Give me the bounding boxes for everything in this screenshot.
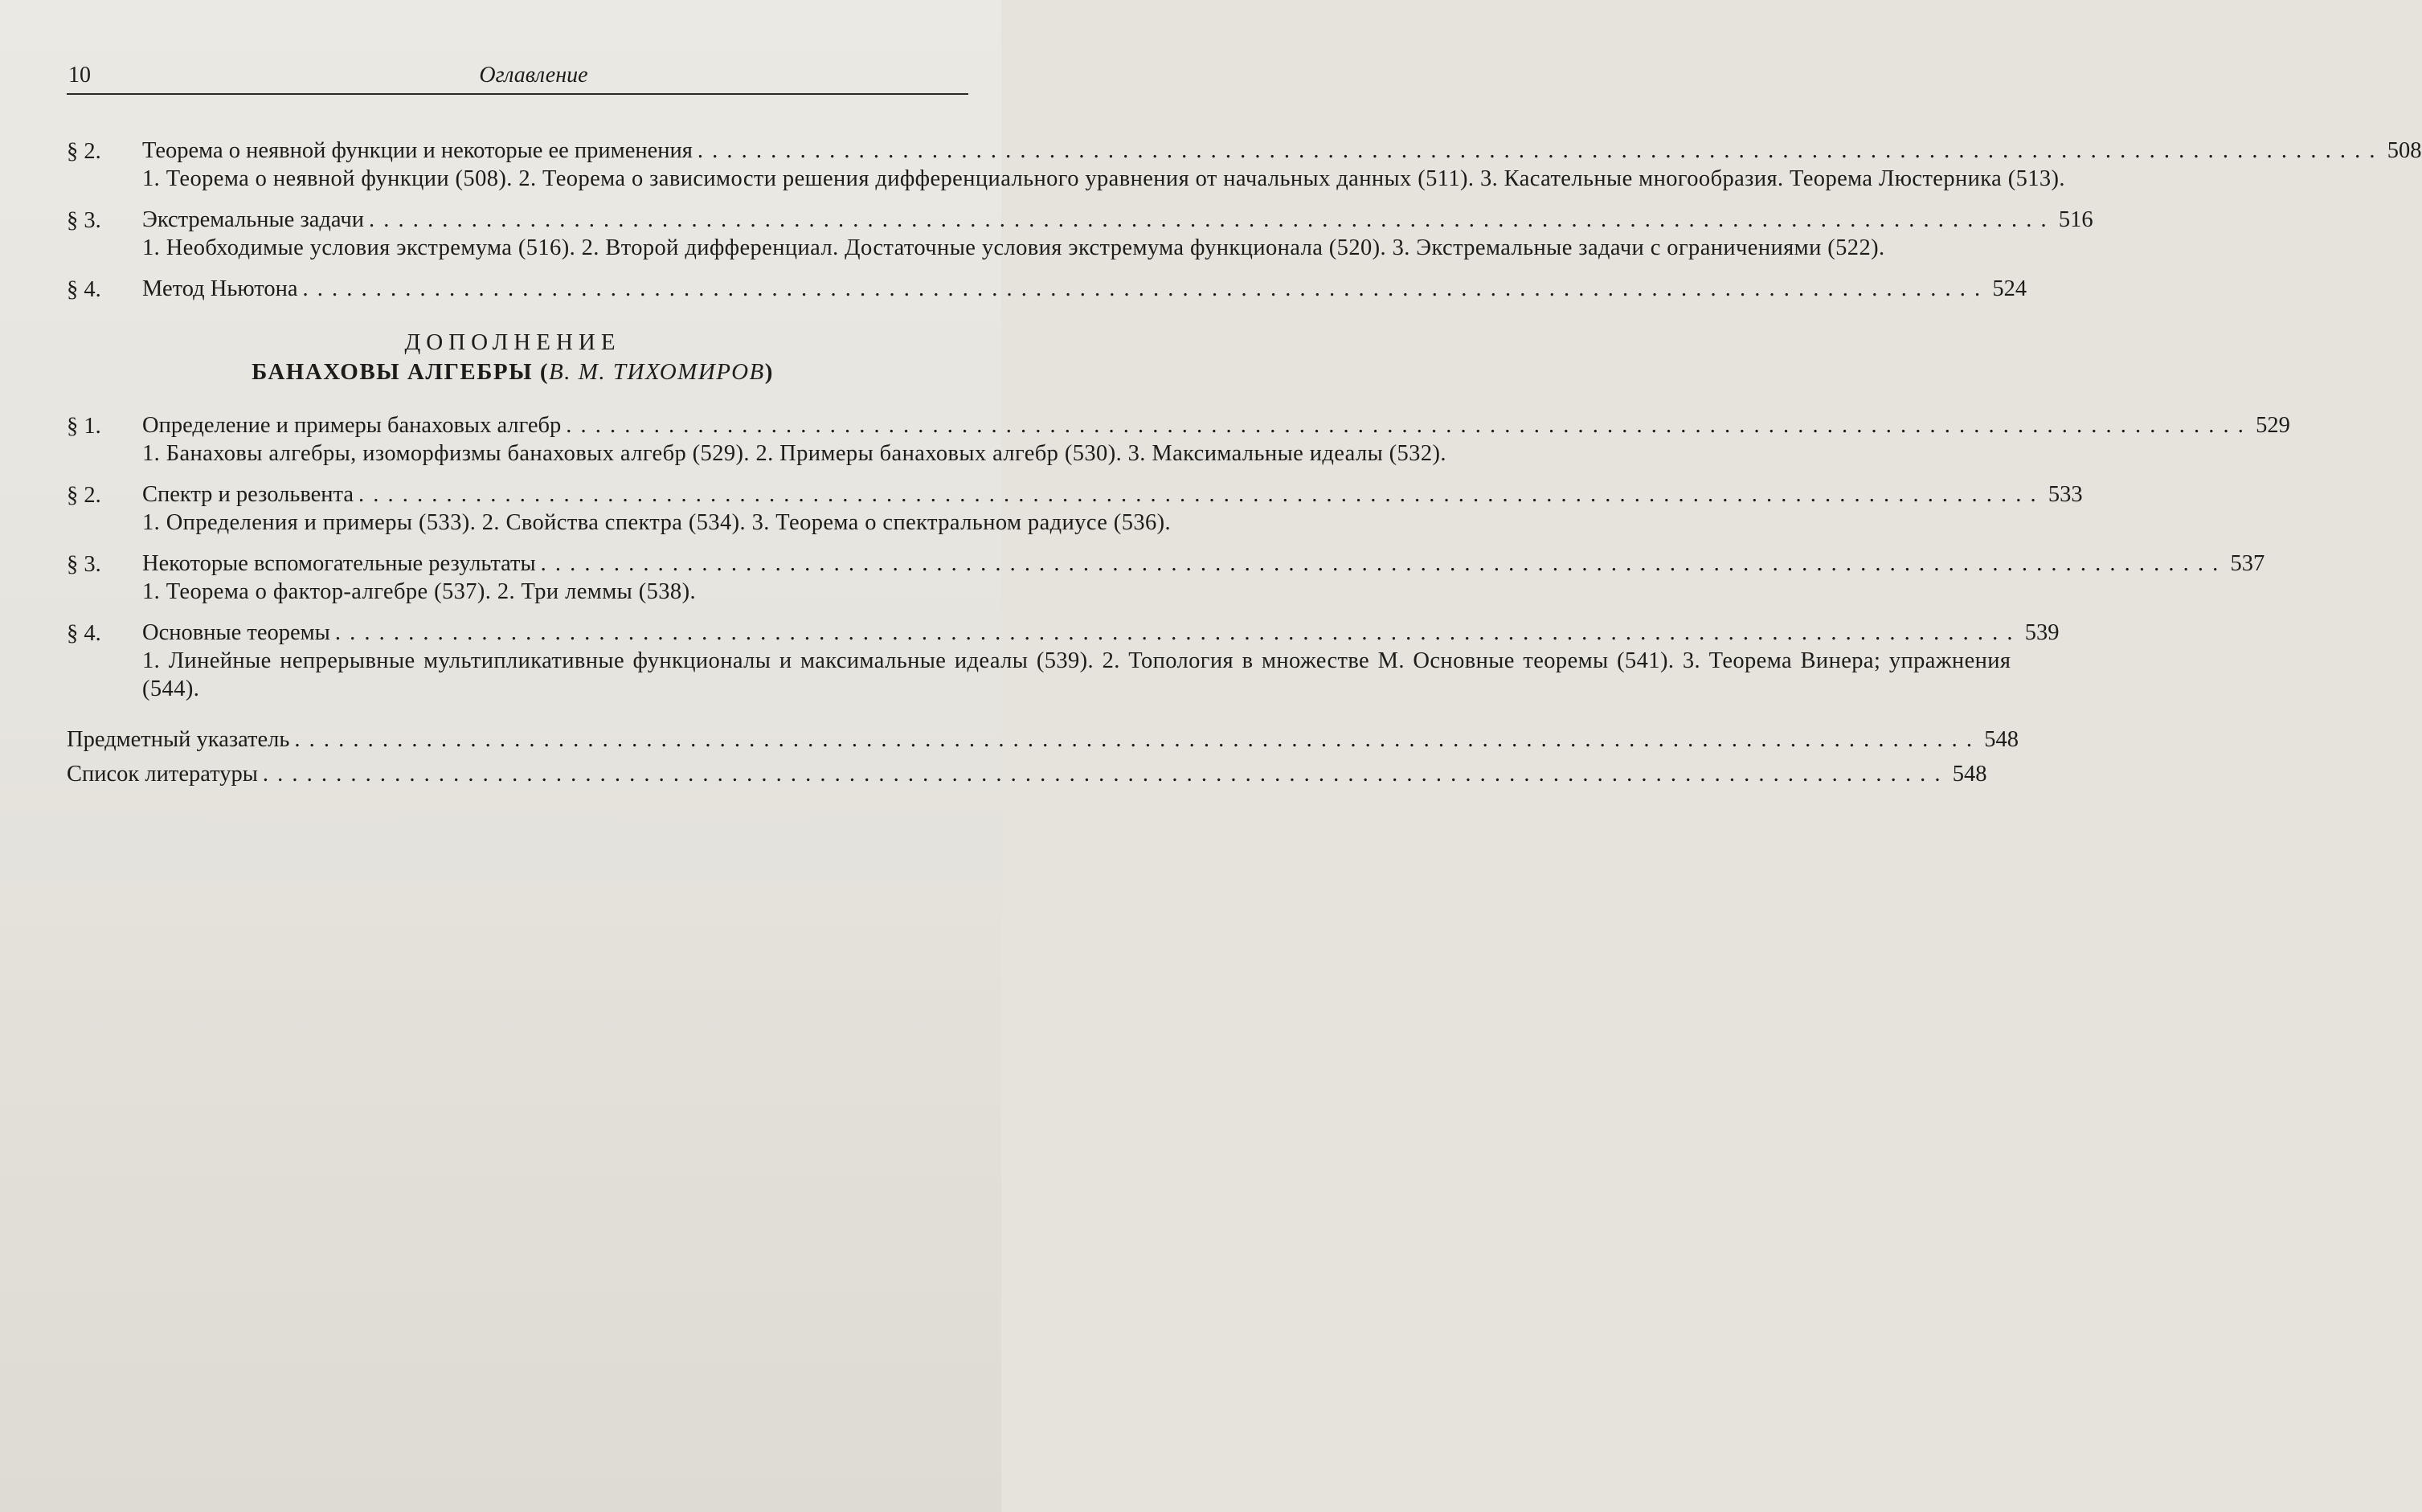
toc-line — [142, 137, 2422, 165]
appendix-sections — [67, 411, 2290, 703]
section-title: Экстремальные задачи — [142, 207, 364, 232]
subsection-list: 1. Необходимые условия экстремума (516). 2. Второй дифференциал. Достаточные условия экстремума функционала (520). 3. Экстремальные задачи с ограничениями (522). — [142, 235, 1885, 260]
section-number: § 3. — [67, 552, 101, 577]
toc-line — [142, 206, 2093, 234]
appendix-title-text: БАНАХОВЫ АЛГЕБРЫ — [252, 359, 534, 385]
section-number: § 4. — [67, 621, 101, 646]
leader-dots — [541, 550, 2220, 578]
back-matter — [67, 725, 2019, 788]
page-ref: 516 — [2058, 207, 2093, 232]
leader-dots — [698, 137, 2377, 165]
toc-entry — [67, 275, 2027, 304]
subsection-list: 1. Банаховы алгебры, изоморфизмы банаховых алгебр (529). 2. Примеры банаховых алгебр (530). 3. Максимальные идеалы (532). — [142, 441, 1446, 466]
section-number: § 4. — [67, 277, 101, 302]
appendix-heading — [67, 328, 959, 387]
leader-dots — [263, 760, 1942, 788]
section-title: Теорема о неявной функции и некоторые ее применения — [142, 138, 693, 163]
toc-line — [142, 550, 2264, 578]
appendix-title: БАНАХОВЫ АЛГЕБРЫ (В. М. ТИХОМИРОВ) — [252, 359, 774, 385]
page-ref: 539 — [2024, 620, 2060, 645]
appendix-author: В. М. ТИХОМИРОВ — [549, 359, 765, 385]
toc-line — [67, 725, 2019, 754]
section-number: § 2. — [67, 483, 101, 508]
toc-entry — [67, 137, 2422, 193]
index-title: Предметный указатель — [67, 727, 290, 752]
section-number: § 1. — [67, 414, 101, 439]
table-of-contents — [67, 137, 2422, 795]
toc-line — [142, 275, 2027, 303]
subsection-list: 1. Теорема о неявной функции (508). 2. Теорема о зависимости решения дифференциального уравнения от начальных данных (511). 3. Касательные многообразия. Теорема Люстерника (513). — [142, 166, 2065, 191]
running-title: Оглавление — [479, 63, 588, 88]
leader-dots — [335, 619, 2015, 647]
toc-entry — [67, 206, 2093, 262]
page-ref: 529 — [2256, 413, 2290, 438]
leader-dots — [358, 480, 2038, 509]
toc-entry — [67, 550, 2265, 606]
leader-dots — [566, 411, 2245, 439]
section-title: Метод Ньютона — [142, 276, 298, 301]
bibliography-title: Список литературы — [67, 762, 258, 787]
page-header — [67, 59, 968, 95]
toc-line — [142, 480, 2083, 509]
toc-line — [142, 411, 2290, 439]
subsection-list: 1. Теорема о фактор-алгебре (537). 2. Три леммы (538). — [142, 579, 696, 604]
section-title: Спектр и резольвента — [142, 482, 354, 507]
section-title: Некоторые вспомогательные результаты — [142, 551, 536, 576]
leader-dots — [294, 725, 1974, 754]
page-ref: 524 — [1992, 276, 2027, 301]
toc-entry — [67, 480, 2083, 537]
toc-entry — [67, 411, 2290, 468]
section-number: § 3. — [67, 208, 101, 233]
page-ref: 508 — [2387, 138, 2422, 163]
toc-line — [142, 619, 2059, 647]
toc-entry — [67, 619, 2060, 703]
toc-line — [67, 760, 1987, 788]
page-ref: 533 — [2048, 482, 2083, 507]
page-ref: 548 — [1984, 727, 2019, 752]
subsection-list: 1. Линейные непрерывные мультипликативные функционалы и максимальные идеалы (539). 2. Топология в множестве M. Основные теоремы (541). 3. Теорема Винера; упражнения (544). — [142, 648, 2011, 701]
section-title: Основные теоремы — [142, 620, 330, 645]
section-title: Определение и примеры банаховых алгебр — [142, 413, 562, 438]
leader-dots — [302, 275, 1982, 303]
page-ref: 537 — [2230, 551, 2265, 576]
page-ref: 548 — [1952, 762, 1987, 787]
header-rule — [67, 93, 968, 95]
subsection-list: 1. Определения и примеры (533). 2. Свойства спектра (534). 3. Теорема о спектральном радиусе (536). — [142, 510, 1172, 535]
leader-dots — [369, 206, 2048, 234]
chapter-sections — [67, 137, 2422, 304]
section-number: § 2. — [67, 139, 101, 164]
page-number: 10 — [68, 63, 91, 88]
appendix-caption: ДОПОЛНЕНИЕ — [404, 329, 621, 355]
